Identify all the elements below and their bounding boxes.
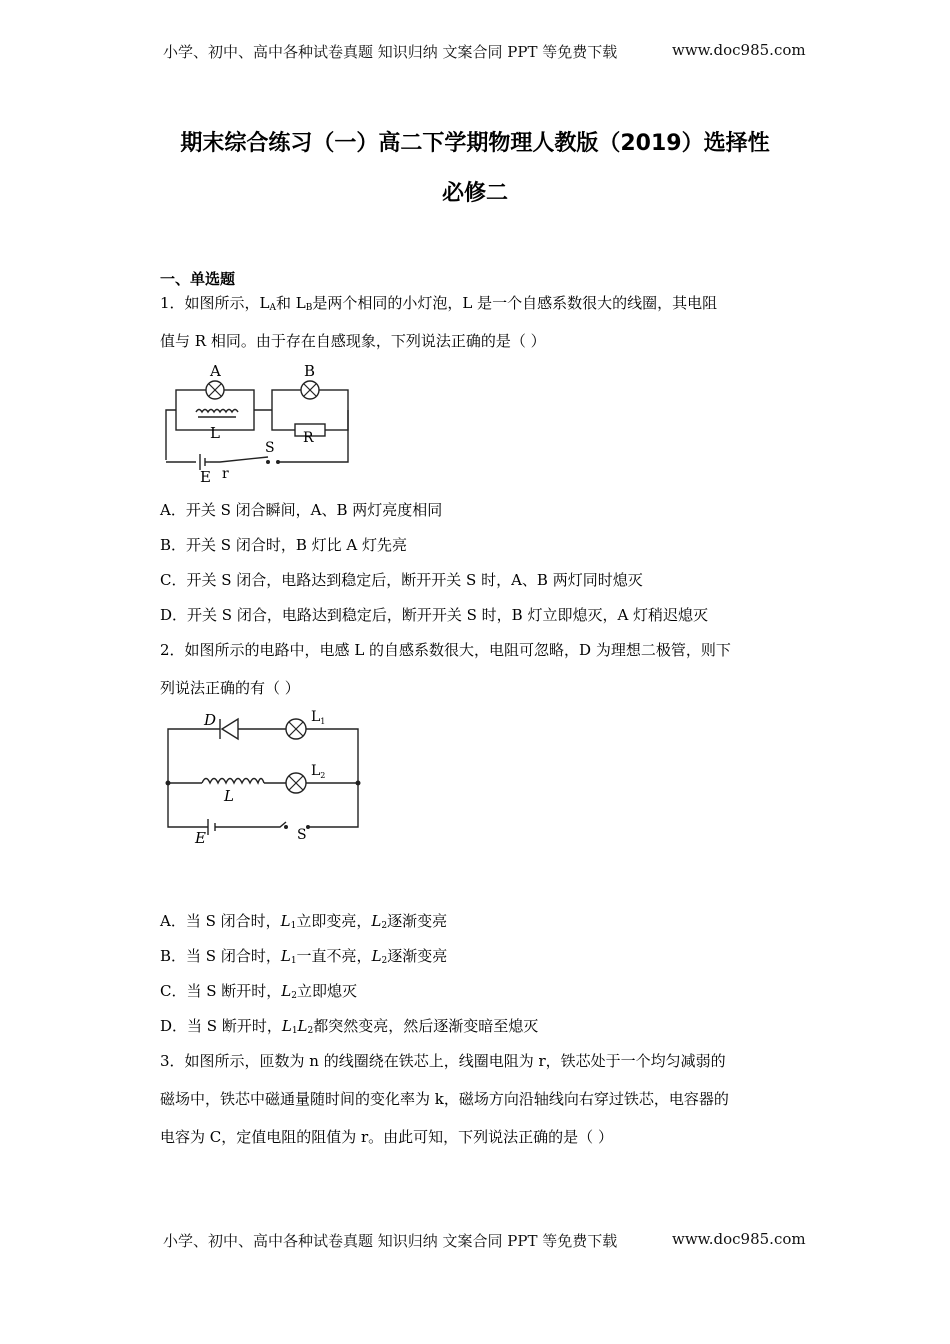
q1-text: 和 L bbox=[276, 294, 306, 312]
q1-text: 1．如图所示，L bbox=[160, 294, 270, 312]
section-heading: 一、单选题 bbox=[160, 270, 236, 288]
q3-stem-line3: 电容为 C，定值电阻的阻值为 r。由此可知，下列说法正确的是（ ） bbox=[160, 1128, 613, 1146]
q2-option-text: 逐渐变亮 bbox=[387, 912, 448, 930]
q2-option-text: L bbox=[297, 1017, 308, 1035]
q1-circuit-diagram bbox=[160, 360, 360, 485]
q2-option-text: 2 bbox=[381, 921, 388, 931]
label-l: L bbox=[224, 787, 234, 805]
diode-icon bbox=[220, 719, 238, 739]
switch-icon bbox=[266, 460, 270, 464]
q1-stem-line2: 值与 R 相同。由于存在自感现象，下列说法正确的是（ ） bbox=[160, 332, 546, 350]
q1-text: 是两个相同的小灯泡，L 是一个自感系数很大的线圈，其电阻 bbox=[312, 294, 718, 312]
q2-option-text: L bbox=[281, 982, 292, 1000]
q2-option-text: 1 bbox=[290, 921, 297, 931]
q2-option-text: D．当 S 断开时， bbox=[160, 1017, 282, 1035]
q1-sub-b: B bbox=[305, 303, 313, 313]
footer-text: 小学、初中、高中各种试卷真题 知识归纳 文案合同 PPT 等免费下载 bbox=[163, 1232, 618, 1250]
q1-option-c[interactable]: C．开关 S 闭合，电路达到稳定后，断开开关 S 时，A、B 两灯同时熄灭 bbox=[160, 571, 643, 589]
switch-icon bbox=[284, 825, 288, 829]
label-s: S bbox=[297, 827, 307, 843]
label-l2: $L_2$ bbox=[311, 763, 326, 780]
q2-option-text: 逐渐变亮 bbox=[387, 947, 448, 965]
q2-option-text: C．当 S 断开时， bbox=[160, 982, 282, 1000]
q2-option-text: 一直不亮， bbox=[296, 947, 372, 965]
q2-option-text: L bbox=[371, 912, 382, 930]
q2-option-a[interactable] bbox=[160, 910, 447, 931]
lamp-b-icon bbox=[301, 381, 319, 399]
page-title-line1: 期末综合练习（一）高二下学期物理人教版（2019）选择性 bbox=[180, 131, 770, 156]
q2-option-text: 2 bbox=[381, 956, 388, 966]
q1-sub-a: A bbox=[269, 303, 277, 313]
q2-option-b[interactable] bbox=[160, 945, 447, 966]
q2-option-text: L bbox=[371, 947, 382, 965]
label-l1: $L_1$ bbox=[311, 709, 326, 726]
q2-circuit-diagram bbox=[160, 705, 375, 855]
lamp-l1-icon bbox=[286, 719, 306, 739]
q2-option-text: 2 bbox=[291, 991, 297, 1001]
label-e: E bbox=[200, 468, 211, 485]
q2-option-text: 2 bbox=[307, 1026, 314, 1036]
q3-stem-line2: 磁场中，铁芯中磁通量随时间的变化率为 k，磁场方向沿轴线向右穿过铁芯，电容器的 bbox=[160, 1090, 729, 1108]
q2-option-text: B．当 S 闭合时， bbox=[160, 947, 281, 965]
q1-option-d[interactable]: D．开关 S 闭合，电路达到稳定后，断开开关 S 时，B 灯立即熄灭，A 灯稍迟熄灭 bbox=[160, 606, 709, 624]
q2-option-d[interactable] bbox=[160, 1015, 538, 1036]
page-title-line2: 必修二 bbox=[441, 181, 508, 206]
q1-stem-line1 bbox=[160, 292, 717, 313]
label-s: S bbox=[265, 440, 275, 456]
q1-option-a[interactable]: A．开关 S 闭合瞬间，A、B 两灯亮度相同 bbox=[160, 501, 443, 519]
label-l: L bbox=[210, 424, 220, 442]
header-url[interactable]: www.doc985.com bbox=[672, 41, 806, 59]
label-r: R bbox=[303, 430, 314, 446]
q2-option-c[interactable] bbox=[160, 980, 357, 1001]
q2-option-text: L bbox=[280, 912, 291, 930]
q2-option-text: 立即熄灭 bbox=[297, 982, 358, 1000]
lamp-a-icon bbox=[206, 381, 224, 399]
label-b: B bbox=[304, 362, 316, 380]
q2-option-text: A．当 S 闭合时， bbox=[160, 912, 281, 930]
label-e: E bbox=[195, 829, 206, 847]
footer-url[interactable]: www.doc985.com bbox=[672, 1230, 806, 1248]
q2-stem-line2: 列说法正确的有（ ） bbox=[160, 679, 300, 697]
q2-option-text: 立即变亮， bbox=[296, 912, 372, 930]
header-text: 小学、初中、高中各种试卷真题 知识归纳 文案合同 PPT 等免费下载 bbox=[163, 43, 618, 61]
q2-option-text: 都突然变亮，然后逐渐变暗至熄灭 bbox=[313, 1017, 539, 1035]
q2-option-text: 1 bbox=[291, 1026, 298, 1036]
label-a: A bbox=[210, 362, 221, 380]
label-r-internal: r bbox=[222, 466, 229, 482]
q2-option-text: L bbox=[280, 947, 291, 965]
label-d: D bbox=[204, 711, 217, 729]
q2-stem-line1: 2．如图所示的电路中，电感 L 的自感系数很大，电阻可忽略，D 为理想二极管，则下 bbox=[160, 641, 731, 659]
q2-option-text: L bbox=[281, 1017, 292, 1035]
lamp-l2-icon bbox=[286, 773, 306, 793]
q2-option-text: 1 bbox=[290, 956, 297, 966]
q1-option-b[interactable]: B．开关 S 闭合时，B 灯比 A 灯先亮 bbox=[160, 536, 407, 554]
q3-stem-line1: 3．如图所示，匝数为 n 的线圈绕在铁芯上，线圈电阻为 r，铁芯处于一个均匀减弱的 bbox=[160, 1052, 726, 1070]
